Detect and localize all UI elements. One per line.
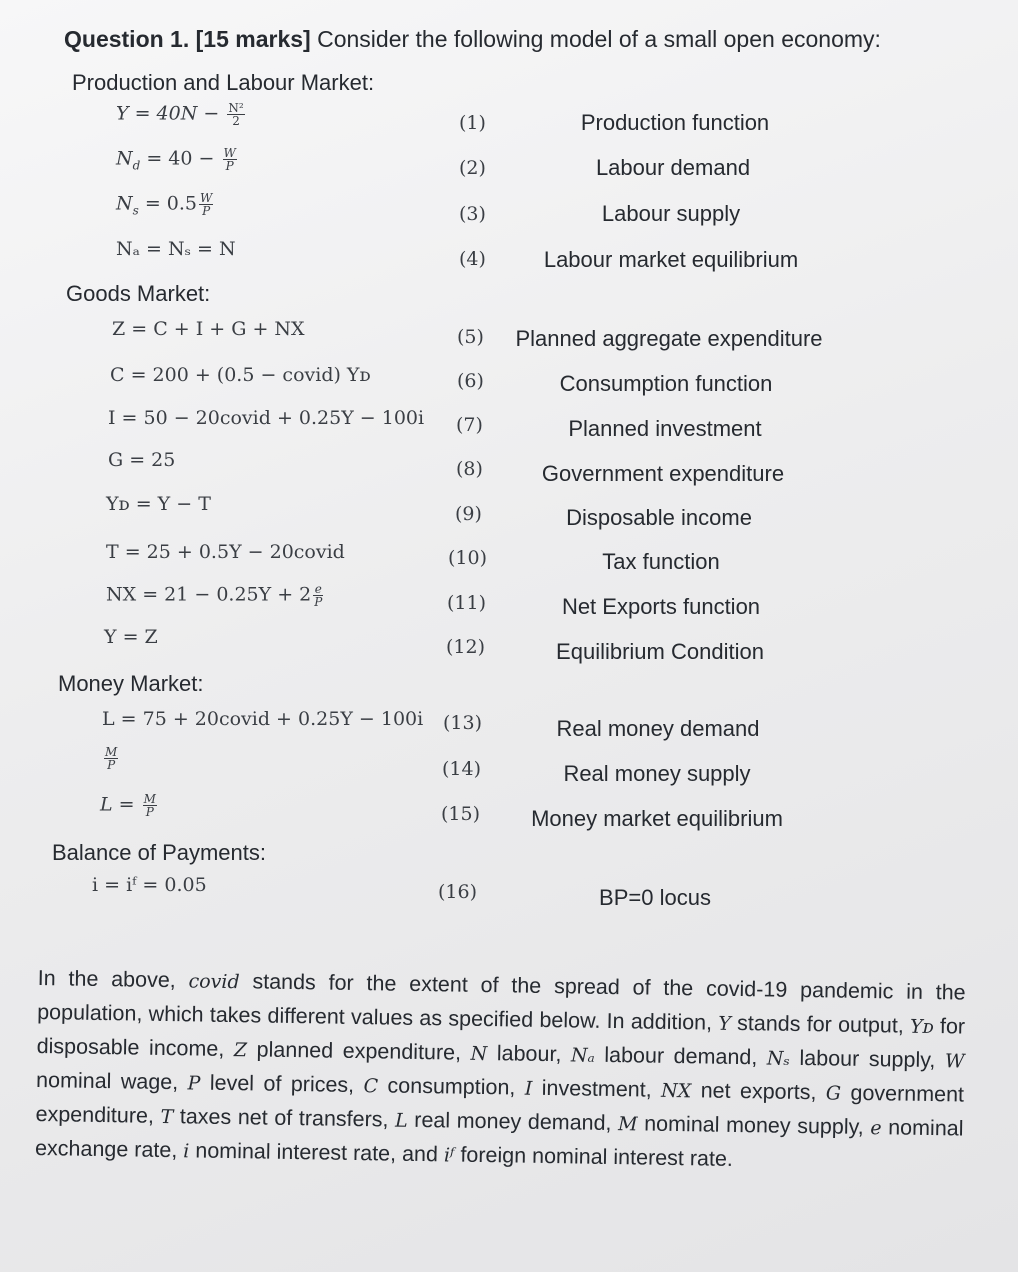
equation-number: (10) (448, 547, 488, 569)
equation-description: Net Exports function (561, 594, 761, 619)
equation-description: Labour supply (601, 201, 741, 226)
equation-description: BP=0 locus (599, 885, 711, 910)
equation-description: Real money demand (556, 716, 760, 741)
formula-12: Y = Z (104, 626, 158, 648)
equation-description: Labour demand (595, 155, 751, 180)
formula-7: I = 50 − 20covid + 0.25Y − 100i (108, 407, 425, 429)
section-goods: Goods Market: (66, 281, 211, 306)
formula-11: NX = 21 − 0.25Y + 2 $\frac{e}{P}$ (106, 582, 323, 609)
formula-9: Yᴅ = Y − T (106, 493, 211, 515)
equation-description: Government expenditure (541, 461, 785, 486)
equation-description: Planned aggregate expenditure (515, 326, 823, 351)
formula-4: Nₐ = Nₛ = N (116, 238, 236, 260)
equation-number: (4) (459, 248, 486, 270)
equation-description: Real money supply (563, 761, 751, 786)
formula-6: C = 200 + (0.5 − covid) Yᴅ (110, 364, 371, 386)
formula-5: Z = C + I + G + NX (112, 318, 305, 340)
equation-number: (5) (457, 326, 484, 348)
equation-number: (3) (459, 203, 486, 225)
equation-number: (13) (443, 712, 483, 734)
formula-1: Y = 40N − $\frac{\text{N²}}{2}$ (116, 101, 244, 128)
equation-description: Money market equilibrium (531, 806, 783, 831)
equation-description: Disposable income (566, 505, 752, 530)
equation-description: Production function (580, 110, 770, 135)
formula-16: i = iᶠ = 0.05 (92, 874, 207, 896)
equation-description: Consumption function (559, 371, 773, 396)
question-title (64, 26, 881, 53)
formula-8: G = 25 (108, 449, 176, 471)
equation-number: (2) (459, 157, 486, 179)
equation-description: Planned investment (568, 416, 762, 441)
formula-10: T = 25 + 0.5Y − 20covid (106, 541, 345, 563)
section-labour: Production and Labour Market: (72, 70, 375, 95)
equation-number: (11) (447, 592, 487, 614)
equation-description: Equilibrium Condition (556, 639, 764, 664)
equation-description: Tax function (602, 549, 720, 574)
formula-3: $N_s = 0.5$ $\frac{W}{P}$ (116, 191, 213, 218)
equation-number: (14) (442, 758, 482, 780)
formula-13: L = 75 + 20covid + 0.25Y − 100i (102, 708, 424, 730)
equation-number: (8) (456, 458, 483, 480)
question-marks: [15 marks] (195, 26, 311, 52)
equation-description: Labour market equilibrium (543, 247, 799, 272)
equation-number: (1) (459, 112, 486, 134)
equation-number: (6) (457, 370, 484, 392)
equation-number: (9) (455, 503, 482, 525)
formula-14: $\frac{M}{P}$ (105, 745, 118, 772)
question-intro: Consider the following model of a small open economy: (317, 26, 881, 52)
explanatory-paragraph: In the above, covid stands for the extent of the spread of the covid-19 pandemic in the population, which takes different values as specified below. In addition, Y stands for output, Yᴅ for disposable income, Z planned expenditure, N labour, Nₐ labour demand, Nₛ labour supply, W nominal wage, P level of prices, C consumption, I investment, NX net exports, G government expenditure, T taxes net of transfers, L real money demand, M nominal money supply, e nominal exchange rate, i nominal interest rate, and iᶠ foreign nominal interest rate. (34, 965, 966, 1171)
equation-number: (12) (446, 636, 486, 658)
section-money: Money Market: (58, 671, 204, 696)
equation-number: (15) (441, 803, 481, 825)
formula-2: $N_d = 40$ − $\frac{W}{P}$ (116, 146, 236, 173)
equation-number: (7) (456, 414, 483, 436)
formula-15: L = $\frac{M}{P}$ (100, 792, 156, 819)
equation-number: (16) (438, 881, 478, 903)
question-label: Question 1. (64, 26, 190, 52)
section-bop: Balance of Payments: (52, 840, 267, 865)
